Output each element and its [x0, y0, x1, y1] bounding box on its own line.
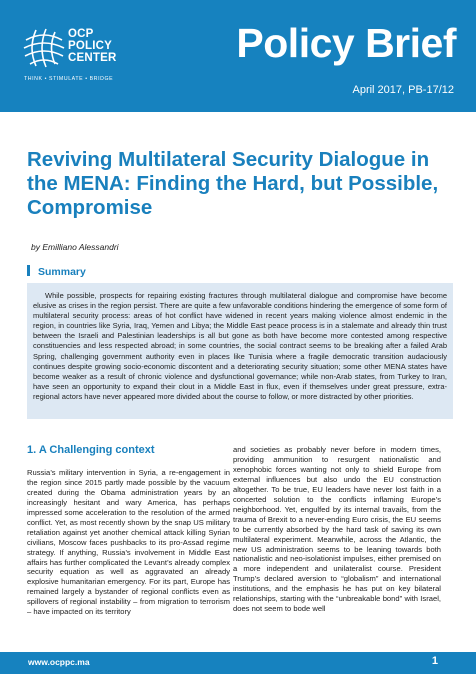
summary-text: While possible, prospects for repairing existing fractures through multilateral dialogue and compromise have become elusive as crises in the region persist. There are quite a few unfavorable conditions hindering the emergence of some form of multilateral security process: areas of hot conflict have widened in recent years making violence almost endemic in the region, in countries like Syria, Iraq, Yemen and Libya; the Middle East peace process is in a stalemate and already thin trust between the Israeli and Palestinian leaderships is all but gone as both have become more contested among respective constituencies and less respected abroad; in some countries, the social contract seems to be breaking after a failed Arab Spring, challenging government authority even in places like Tunisia where a fragile democratic transition audaciously continues despite growing socio-economic discontent and a deteriorating security situation; some other MENA states have become weaker as a result of chronic violence and dysfunctional governance; while non-Arab states, from Turkey to Iran, have seen an opportunity to expand their clout in a Middle East in flux, even if themselves under great pressure, extra-regional actors have never appeared more divided about the course to follow, or more distracted by other priorities. — [33, 291, 447, 401]
right-column-text: and societies as probably never before in modern times, providing ammunition to resurgent nationalistic and xenophobic forces wanting not only to shield Europe from external influences but also undo the EU construction altogether. To be true, EU leaders have never lost faith in a concerted solution to the conflicts inflaming Europe’s neighborhood. Yet, engulfed by its internal travails, from the trauma of Brexit to a never-ending Euro crisis, the EU seems to be currently absorbed by the hard task of saving its own multilateral experiment. Meanwhile, across the Atlantic, the new US administration seems to be leaning towards both nationalistic and neo-isolationist impulses, either premised on a more independent and unilateralist course. President Trump’s declared aversion to “globalism” and international institutions, and the emphasis he has put on key bilateral relationships, starting with the “unbreakable bond” with Israel, does not seem to bode well — [233, 445, 441, 614]
right-column — [233, 445, 441, 614]
logo-wordmark — [68, 28, 116, 64]
left-column — [27, 444, 230, 617]
footer-bar — [0, 652, 476, 674]
logo-line-policy: POLICY — [68, 40, 113, 52]
footer-url-link[interactable]: www.ocppc.ma — [28, 657, 90, 667]
section-heading: 1. A Challenging context — [27, 444, 155, 456]
logo-line-ocp: OCP — [68, 28, 94, 40]
date-reference: April 2017, PB-17/12 — [352, 84, 454, 96]
summary-heading-label: Summary — [38, 266, 86, 278]
document-title: Reviving Multilateral Security Dialogue in the MENA: Finding the Hard, but Possible, Compromise — [27, 148, 439, 219]
left-column-text: Russia’s military intervention in Syria, a re-engagement in the region since 2015 partly made possible by the vacuum created during the Obama administration years by an increasingly hesitant and wary America, has perhaps impressed some acceleration to the resolution of the armed conflict. Yet, as most recently shown by the snap US military retaliation against yet another chemical attack killing Syrian civilians, Moscow faces pushbacks to its pro-Assad regime strategy. If anything, Russia’s involvement in Middle East affairs has further complicated the Levant’s already complex security equation as well as aggravated an already explosive humanitarian emergency. For its part, Europe has remained largely a bystander of regional conflicts even as spillovers of regional instability – from migration to terrorism – have impacted on its territory — [27, 467, 230, 617]
author-line: by Emilliano Alessandri — [31, 242, 119, 252]
logo-line-center: CENTER — [68, 52, 117, 64]
header-banner — [0, 0, 476, 112]
logo-tagline: THINK • STIMULATE • BRIDGE — [24, 76, 114, 82]
heading-bar-icon — [27, 265, 30, 276]
summary-box — [27, 283, 453, 419]
ocp-logo — [22, 24, 142, 84]
page-number: 1 — [431, 655, 438, 667]
policy-brief-title: Policy Brief — [236, 20, 456, 66]
globe-logo-icon — [22, 26, 66, 70]
summary-heading — [27, 265, 86, 278]
